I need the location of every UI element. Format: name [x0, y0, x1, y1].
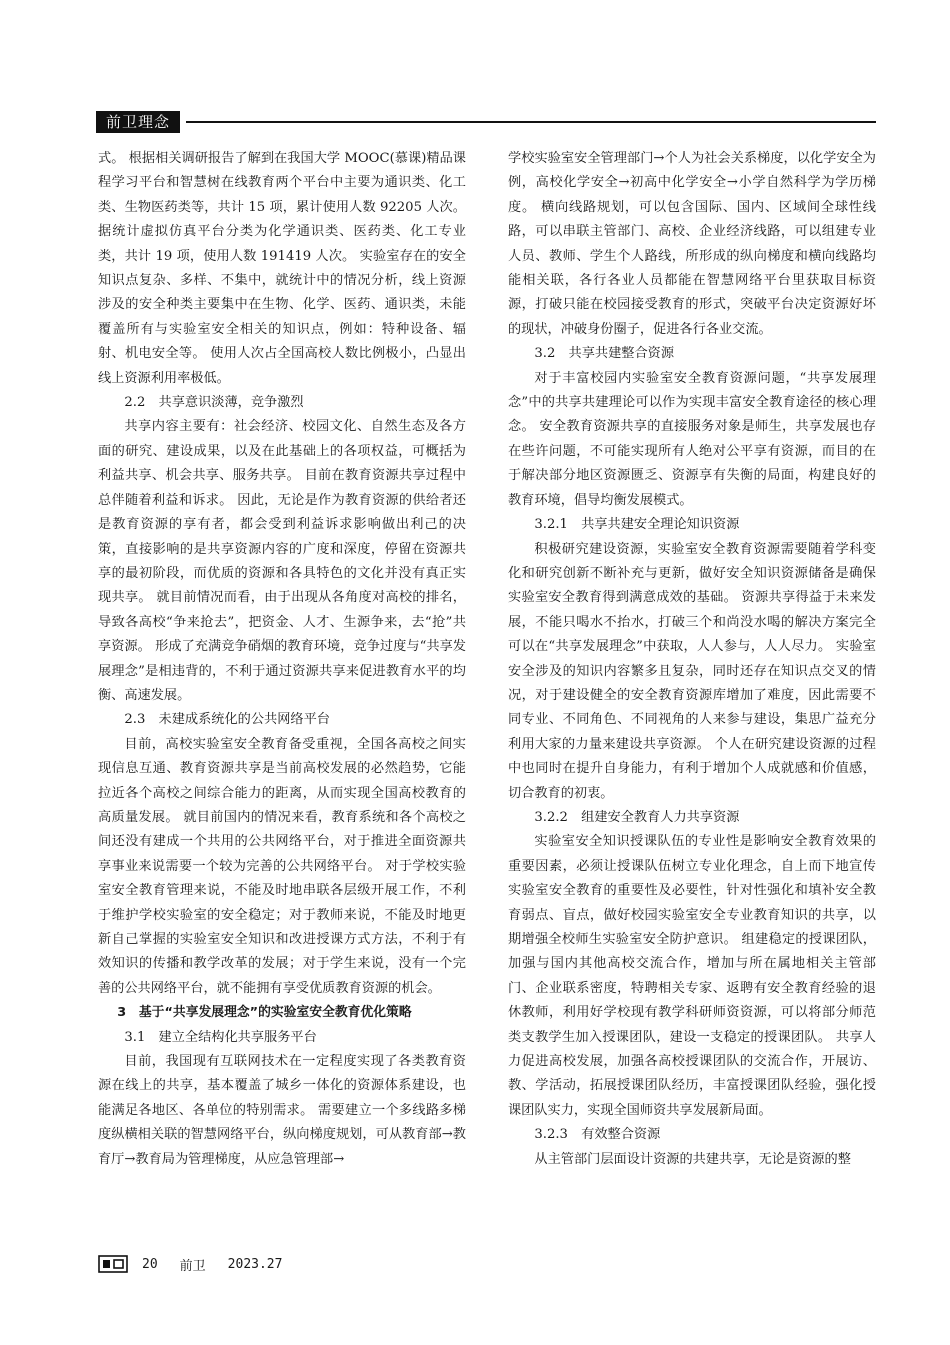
- journal-logo-icon: [98, 1255, 128, 1273]
- section-heading-3-2-1: 3.2.1 共享共建安全理论知识资源: [534, 517, 740, 533]
- section-heading-3: 3 基于“共享发展理念”的实验室安全教育优化策略: [117, 1005, 412, 1021]
- right-column: [508, 147, 876, 1172]
- paragraph: 实验室安全知识授课队伍的专业性是影响安全教育效果的重要因素，必须让授课队伍树立专业化理念，自上而下地宣传实验室安全教育的重要性及必要性，针对性强化和填补安全教育弱点、盲点，做好校园实验室安全专业教育知识的共享，以期增强全校师生实验室安全防护意识。 组建稳定的授课团队，加强与国内其他高校交流合作，增加与所在属地相关主管部门、企业联系密度，特聘相关专家、返聘有安全教育经验的退休教师，利用好学校现有教学科研师资资源，可以将部分师范类支教学生加入授课团队，建设一支稳定的授课团队。 共享人力促进高校发展，加强各高校授课团队的交流合作，开展访、教、学活动，拓展授课团队经历，丰富授课团队经验，强化授课团队实力，实现全国师资共享发展新局面。: [508, 834, 876, 1118]
- header-rule: [186, 121, 876, 123]
- journal-name: 前卫: [179, 1258, 206, 1274]
- page-number: 20: [142, 1256, 158, 1272]
- running-header: [96, 108, 876, 136]
- section-heading-3-2-3: 3.2.3 有效整合资源: [534, 1127, 661, 1143]
- section-heading-2-2: 2.2 共享意识淡薄，竞争激烈: [124, 395, 304, 411]
- left-column: [98, 147, 466, 1172]
- issue-number: 2023.27: [227, 1256, 283, 1272]
- section-heading-3-1: 3.1 建立全结构化共享服务平台: [124, 1029, 317, 1045]
- paragraph: 式。 根据相关调研报告了解到在我国大学 MOOC(慕课)精品课程学习平台和智慧树在线教育两个平台中主要为通识类、化工类、生物医药类等，共计 15 项，累计使用人数 92205 人次。 据统计虚拟仿真平台分类为化学通识类、医药类、化工专业类，共计 19 项，使用人数 191419 人次。 实验室存在的安全知识点复杂、多样、不集中，就统计中的情况分析，线上资源涉及的安全种类主要集中在生物、化学、医药、通识类，未能覆盖所有与实验室安全相关的知识点，例如：特种设备、辐射、机电安全等。 使用人次占全国高校人数比例极小，凸显出线上资源利用率极低。: [98, 151, 466, 386]
- paragraph: 共享内容主要有：社会经济、校园文化、自然生态及各方面的研究、建设成果，以及在此基础上的各项权益，可概括为利益共享、机会共享、服务共享。 目前在教育资源共享过程中总伴随着利益和诉求。 因此，无论是作为教育资源的供给者还是教育资源的享有者，都会受到利益诉求影响做出利己的决策，直接影响的是共享资源内容的广度和深度，停留在资源共享的最初阶段，而优质的资源和各具特色的文化并没有真正实现共享。 就目前情况而看，由于出现从各角度对高校的排名，导致各高校“争来抢去”，把资金、人才、生源争来，去“抢”共享资源。 形成了充满竞争硝烟的教育环境，竞争过度与“共享发展理念”是相违背的，不利于通过资源共享来促进教育水平的均衡、高速发展。: [98, 419, 466, 703]
- paragraph: 学校实验室安全管理部门→个人为社会关系梯度，以化学安全为例，高校化学安全→初高中化学安全→小学自然科学为学历梯度。 横向线路规划，可以包含国际、国内、区域间全球性线路，可以串联主管部门、高校、企业经济线路，可以组建专业人员、教师、学生个人路线，所形成的纵向梯度和横向线路均能相关联，各行各业人员都能在智慧网络平台里获取目标资源，打破只能在校园接受教育的形式，突破平台决定资源好坏的现状，冲破身份圈子，促进各行各业交流。: [508, 151, 876, 337]
- paragraph: 从主管部门层面设计资源的共建共享，无论是资源的整: [534, 1151, 851, 1167]
- section-heading-3-2-2: 3.2.2 组建安全教育人力共享资源: [534, 809, 740, 825]
- section-label: 前卫理念: [96, 111, 180, 133]
- paragraph: 目前，高校实验室安全教育备受重视，全国各高校之间实现信息互通、教育资源共享是当前高校发展的必然趋势，它能拉近各个高校之间综合能力的距离，从而实现全国高校教育的高质量发展。 就目前国内的情况来看，教育系统和各个高校之间还没有建成一个共用的公共网络平台，对于推进全面资源共享事业来说需要一个较为完善的公共网络平台。 对于学校实验室安全教育管理来说，不能及时地串联各层级开展工作，不利于维护学校实验室的安全稳定；对于教师来说，不能及时地更新自己掌握的实验室安全知识和改进授课方式方法，不利于有效知识的传播和教学改革的发展；对于学生来说，没有一个完善的公共网络平台，就不能拥有享受优质教育资源的机会。: [98, 736, 466, 996]
- paragraph: 积极研究建设资源，实验室安全教育资源需要随着学科变化和研究创新不断补充与更新，做好安全知识资源储备是确保实验室安全教育得到满意成效的基础。 资源共享得益于未来发展，不能只喝水不抬水，打破三个和尚没水喝的解决方案完全可以在“共享发展理念”中获取，人人参与，人人尽力。 实验室安全涉及的知识内容繁多且复杂，同时还存在知识点交叉的情况，对于建设健全的安全教育资源库增加了难度，因此需要不同专业、不同角色、不同视角的人来参与建设，集思广益充分利用大家的力量来建设共享资源。 个人在研究建设资源的过程中也同时在提升自身能力，有利于增加个人成就感和价值感，切合教育的初衷。: [508, 541, 876, 801]
- section-heading-2-3: 2.3 未建成系统化的公共网络平台: [124, 712, 330, 728]
- section-heading-3-2: 3.2 共享共建整合资源: [534, 346, 675, 362]
- paragraph: 目前，我国现有互联网技术在一定程度实现了各类教育资源在线上的共享，基本覆盖了城乡一体化的资源体系建设，也能满足各地区、各单位的特别需求。 需要建立一个多线路多梯度纵横相关联的智慧网络平台，纵向梯度规划，可从教育部→教育厅→教育局为管理梯度，从应急管理部→: [98, 1054, 466, 1167]
- paragraph: 对于丰富校园内实验室安全教育资源问题，“共享发展理念”中的共享共建理论可以作为实现丰富安全教育途径的核心理念。 安全教育资源共享的直接服务对象是师生，共享发展也存在些许问题，不可能实现所有人绝对公平享有资源，而目的在于解决部分地区资源匮乏、资源享有失衡的局面，构建良好的教育环境，倡导均衡发展模式。: [508, 370, 876, 508]
- page-footer: [98, 1252, 304, 1276]
